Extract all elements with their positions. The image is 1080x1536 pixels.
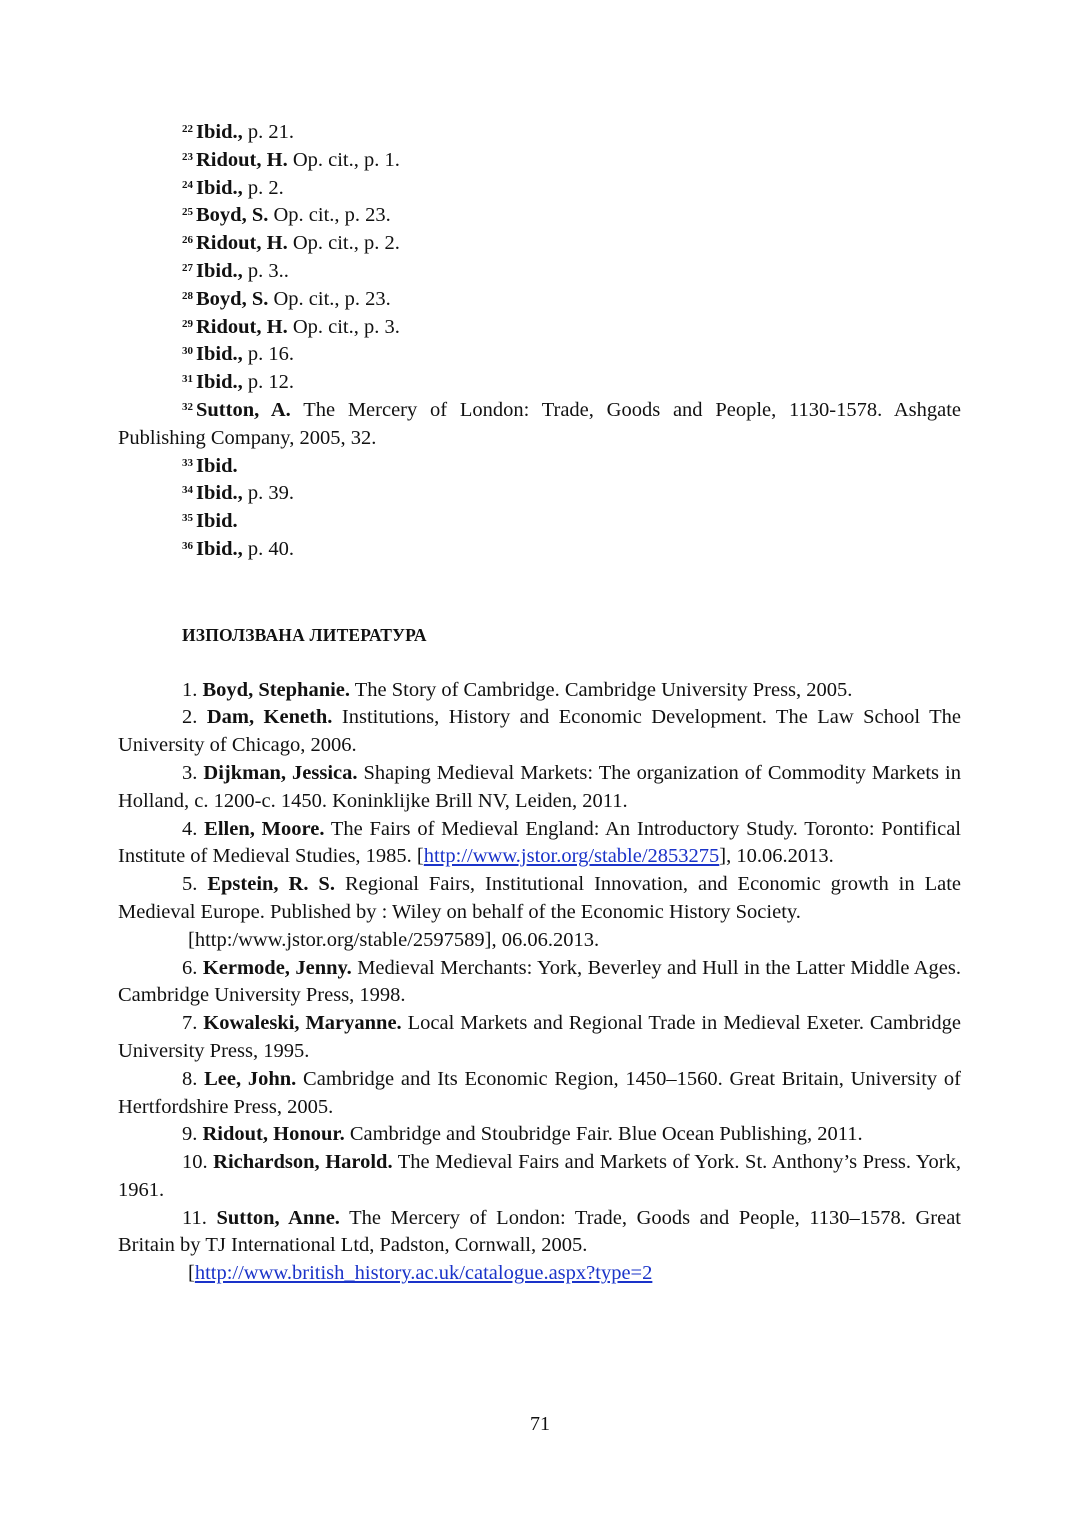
reference-author: Lee, John. <box>204 1067 297 1090</box>
reference-author: Kermode, Jenny. <box>202 956 352 979</box>
footnote <box>118 230 961 258</box>
reference-entry <box>118 1066 961 1122</box>
footnote-text: p. 39. <box>242 482 294 505</box>
reference-text: Institutions, History and Economic Development. The Law School The University of Chicago, 2006. <box>118 706 962 757</box>
page-content <box>118 119 961 1288</box>
reference-author: Richardson, Harold. <box>213 1151 393 1174</box>
footnote-number: 36 <box>182 539 193 552</box>
reference-text: The Story of Cambridge. Cambridge University Press, 2005. <box>350 678 853 701</box>
footnote-text: p. 3.. <box>242 259 289 282</box>
footnote <box>118 119 961 147</box>
footnote-author: Ibid., <box>196 121 243 143</box>
reference-text: Medieval Merchants: York, Beverley and Hull in the Latter Middle Ages. Cambridge University Press, 1998. <box>118 956 962 1007</box>
footnote-author: Ibid. <box>196 454 238 477</box>
reference-author: Kowaleski, Maryanne. <box>203 1012 402 1035</box>
footnote-number: 25 <box>182 206 193 219</box>
footnote-author: Sutton, A. <box>196 398 291 421</box>
footnote-text: Op. cit., p. 2. <box>287 232 400 255</box>
footnote <box>118 202 961 230</box>
footnote-author: Boyd, S. <box>196 287 269 310</box>
reference-entry <box>118 1149 961 1205</box>
page-number: 71 <box>530 1413 550 1435</box>
footnote-text: p. 16. <box>242 343 294 366</box>
reference-number: 8. <box>182 1067 198 1090</box>
footnote-number: 26 <box>182 234 193 247</box>
footnote-number: 35 <box>182 512 193 525</box>
footnote-author: Ibid., <box>196 482 243 505</box>
footnote <box>118 480 961 508</box>
footnote-author: Ibid., <box>196 371 243 394</box>
footnote <box>118 453 961 481</box>
footnote <box>118 508 961 536</box>
reference-entry <box>118 704 961 760</box>
footnote <box>118 536 961 564</box>
footnote-number: 31 <box>182 373 193 386</box>
footnote-text: Op. cit., p. 1. <box>287 148 400 171</box>
footnote <box>118 397 961 453</box>
reference-author: Epstein, R. S. <box>207 873 335 896</box>
footnote-number: 24 <box>182 178 193 191</box>
footnote-number: 32 <box>182 400 193 413</box>
reference-number: 5. <box>182 873 198 896</box>
reference-entry <box>118 816 961 872</box>
footnote-number: 30 <box>182 345 193 358</box>
reference-author: Ellen, Moore. <box>204 817 325 840</box>
jstor-link[interactable]: http://www.jstor.org/stable/2853275 <box>423 845 720 868</box>
bibliography-heading: ИЗПОЛЗВАНА ЛИТЕРАТУРА <box>182 624 427 645</box>
footnote-text: p. 21. <box>242 121 294 143</box>
footnote-author: Ibid., <box>196 537 243 560</box>
reference-text: Cambridge and Its Economic Region, 1450–1560. Great Britain, University of Hertfordshire Press, 2005. <box>118 1067 961 1118</box>
footnote-text: p. 2. <box>242 176 284 199</box>
reference-text-after: ], 10.06.2013. <box>719 845 834 868</box>
reference-author: Dam, Keneth. <box>206 706 333 729</box>
reference-number: 1. <box>182 678 198 701</box>
footnote-number: 33 <box>182 456 193 469</box>
footnotes-list <box>118 119 961 564</box>
footnote-author: Ridout, H. <box>196 148 288 171</box>
reference-number: 6. <box>182 956 198 979</box>
reference-number: 3. <box>182 761 198 784</box>
reference-text: Shaping Medieval Markets: The organization of Commodity Markets in Holland, c. 1200-c. 1450. Koninklijke Brill NV, Leiden, 2011. <box>118 761 961 812</box>
footnote-number: 22 <box>182 123 193 135</box>
reference-number: 10. <box>182 1151 208 1174</box>
footnote-text: p. 12. <box>242 371 294 394</box>
british-history-link[interactable]: http://www.british_history.ac.uk/catalogue.aspx?type=2 <box>194 1262 653 1285</box>
footnote-text: Op. cit., p. 23. <box>268 287 391 310</box>
reference-number: 7. <box>182 1012 198 1035</box>
reference-entry <box>118 955 961 1011</box>
reference-entry <box>118 1010 961 1066</box>
footnote-number: 28 <box>182 289 193 302</box>
reference-text: The Medieval Fairs and Markets of York. St. Anthony’s Press. York, 1961. <box>118 1151 961 1201</box>
reference-number: 4. <box>182 817 198 840</box>
reference-entry <box>118 1205 961 1261</box>
footnote <box>118 286 961 314</box>
footnote <box>118 258 961 286</box>
footnote-text: Op. cit., p. 3. <box>287 315 400 338</box>
footnote <box>118 147 961 175</box>
reference-continuation <box>118 1260 961 1288</box>
footnote <box>118 314 961 342</box>
reference-text: Cambridge and Stoubridge Fair. Blue Ocean Publishing, 2011. <box>344 1123 863 1146</box>
footnote-text: p. 40. <box>242 537 294 560</box>
reference-entry <box>118 760 961 816</box>
bibliography-list <box>118 677 961 1289</box>
reference-text: The Mercery of London: Trade, Goods and People, 1130–1578. Great Britain by TJ International Ltd, Padston, Cornwall, 2005. <box>118 1206 962 1257</box>
footnote-number: 23 <box>182 150 193 163</box>
footnote-author: Boyd, S. <box>196 204 269 227</box>
reference-author: Dijkman, Jessica. <box>203 761 358 784</box>
footnote <box>118 341 961 369</box>
reference-entry <box>118 677 961 705</box>
footnote-number: 34 <box>182 484 193 497</box>
reference-number: 11. <box>182 1206 207 1229</box>
reference-entry <box>118 1121 961 1149</box>
bracket-open: [ <box>188 1262 195 1285</box>
footnote-author: Ibid., <box>196 176 243 199</box>
footnote-text: The Mercery of London: Trade, Goods and People, 1130-1578. Ashgate Publishing Company, 2005, 32. <box>118 398 961 449</box>
footnote-author: Ridout, H. <box>196 315 288 338</box>
footnote <box>118 369 961 397</box>
reference-text: The Fairs of Medieval England: An Introductory Study. Toronto: Pontifical Institute of Medieval Studies, 1985. [ <box>118 817 962 868</box>
footnote-text: Op. cit., p. 23. <box>268 204 391 227</box>
reference-text: Local Markets and Regional Trade in Medieval Exeter. Cambridge University Press, 1995. <box>118 1012 962 1062</box>
reference-author: Boyd, Stephanie. <box>202 678 351 701</box>
reference-author: Ridout, Honour. <box>202 1123 345 1146</box>
reference-continuation: [http:/www.jstor.org/stable/2597589], 06.06.2013. <box>188 928 600 951</box>
reference-text: Regional Fairs, Institutional Innovation, and Economic growth in Late Medieval Europe. Published by : Wiley on behalf of the Economic History Society. <box>118 873 962 923</box>
reference-entry <box>118 871 961 927</box>
footnote <box>118 175 961 203</box>
reference-number: 2. <box>182 706 198 729</box>
reference-number: 9. <box>182 1123 198 1146</box>
footnote-author: Ibid., <box>196 343 243 366</box>
footnote-number: 27 <box>182 261 193 274</box>
reference-author: Sutton, Anne. <box>216 1206 340 1229</box>
footnote-author: Ibid. <box>196 510 238 533</box>
footnote-author: Ibid., <box>196 259 243 282</box>
footnote-author: Ridout, H. <box>196 232 288 255</box>
footnote-number: 29 <box>182 317 193 330</box>
